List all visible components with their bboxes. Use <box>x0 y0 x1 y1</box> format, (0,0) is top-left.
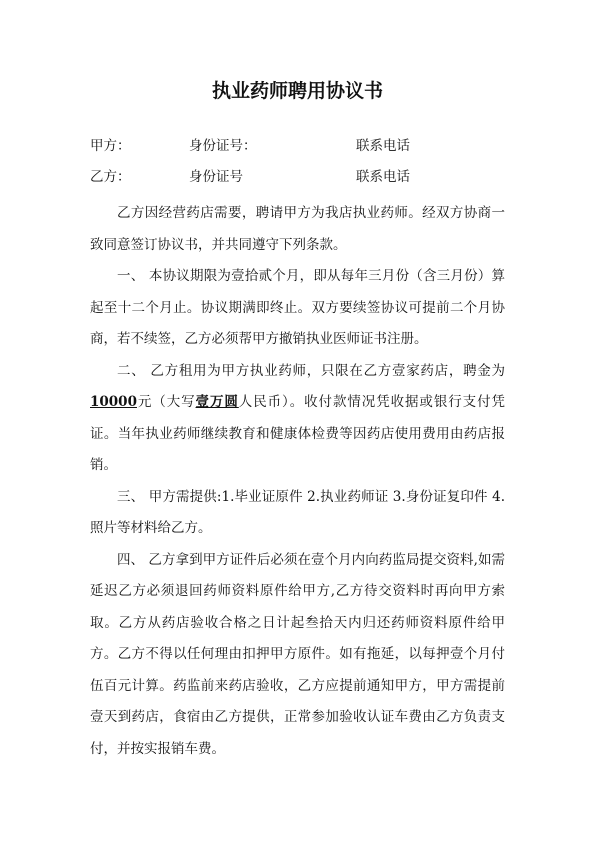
party-a-id-label: 身份证号： <box>189 138 257 154</box>
party-a-phone-label: 联系电话 <box>356 138 410 154</box>
fee-amount: 10000 <box>90 394 137 410</box>
clause-2-mid: 元（大写 <box>136 394 196 410</box>
clause-1: 一、 本协议期限为壹拾贰个月，即从每年三月份（含三月份）算起至十二个月止。协议期满即终止。双方要续签协议可提前二个月协商，若不续签，乙方必须帮甲方撤销执业医师证书注册。 <box>90 268 505 347</box>
clause-2 <box>90 356 505 482</box>
clause-2-prefix: 二、 乙方租用为甲方执业药师，只限在乙方壹家药店，聘金为 <box>117 362 505 379</box>
party-b-phone-label: 联系电话 <box>356 169 410 185</box>
party-b-label: 乙方： <box>90 169 131 185</box>
party-a-label: 甲方： <box>90 138 131 154</box>
clause-3: 三、 甲方需提供:1.毕业证原件 2.执业药师证 3.身份证复印件 4.照片等材料给乙方。 <box>90 488 505 536</box>
clause-4: 四、 乙方拿到甲方证件后必须在壹个月内向药监局提交资料,如需延迟乙方必须退回药师资料原件给甲方,乙方待交资料时再向甲方索取。乙方从药店验收合格之日计起叁拾天内归还药师资料原件给甲方。乙方不得以任何理由扣押甲方原件。如有拖延，以每押壹个月付伍百元计算。药监前来药店验收，乙方应提前通知甲方，甲方需提前壹天到药店，食宿由乙方提供，正常参加验收认证车费由乙方负责支付，并按实报销车费。 <box>90 551 505 757</box>
document-title: 执业药师聘用协议书 <box>211 80 383 102</box>
party-b-id-label: 身份证号 <box>189 169 243 185</box>
intro-paragraph: 乙方因经营药店需要，聘请甲方为我店执业药师。经双方协商一致同意签订协议书，并共同遵守下列条款。 <box>90 205 505 253</box>
agreement-body <box>90 198 505 765</box>
fee-amount-upper: 壹万圆 <box>195 394 239 410</box>
clause-2-suffix: 人民币）。收付款情况凭收据或银行支付凭证。当年执业药师继续教育和健康体检费等因药店使用费用由药店报销。 <box>90 394 506 473</box>
